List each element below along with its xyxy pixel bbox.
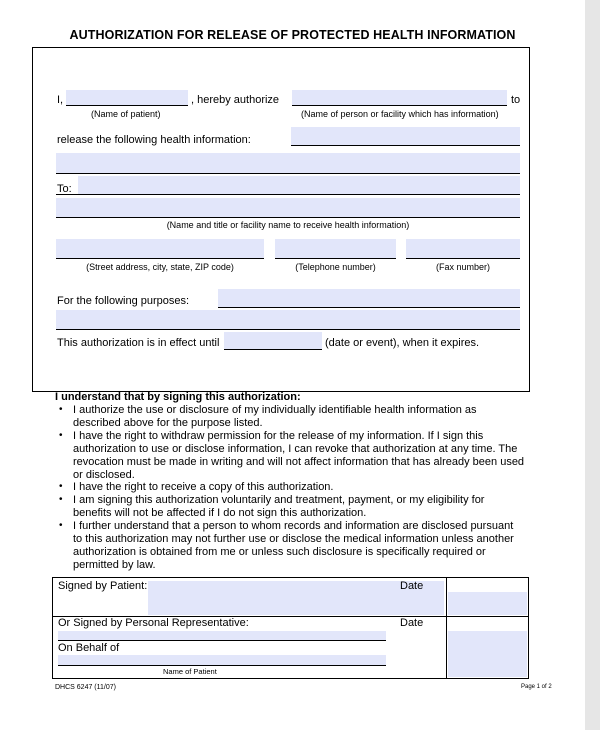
patient-name-field[interactable] (66, 90, 188, 106)
address-field[interactable] (56, 239, 264, 258)
fax-line (406, 258, 520, 259)
to-label: To: (57, 183, 72, 195)
address-line (56, 258, 264, 259)
terms-list (55, 404, 525, 572)
purposes-line-2 (56, 329, 520, 330)
term-item: • I authorize the use or disclosure of my individually identifiable health information as described above for the purpose listed. (59, 404, 477, 429)
facility-name-line (292, 105, 507, 106)
rep-date-field[interactable] (448, 631, 527, 677)
rep-signature-field[interactable] (58, 631, 386, 640)
term-item: • I have the right to withdraw permission for the release of my information. If I sign this authorization to use or disclose information, I can revoke that authorization at any time. The revocation must be made in writing and will not affect information that has already been used or disclosed. (59, 429, 525, 481)
term-item: • I have the right to receive a copy of this authorization. (59, 481, 334, 494)
authorization-box (32, 47, 530, 392)
effective-suffix: (date or event), when it expires. (325, 337, 480, 349)
recipient-line-2 (56, 217, 520, 218)
name-of-patient-sig-caption: Name of Patient (163, 667, 217, 676)
health-info-field-1[interactable] (291, 127, 520, 145)
telephone-caption: (Telephone number) (295, 262, 376, 272)
signed-by-patient-label: Signed by Patient: (58, 580, 148, 592)
patient-date-field[interactable] (448, 592, 527, 615)
page-number: Page 1 of 2 (521, 684, 552, 690)
recipient-field-1[interactable] (78, 176, 520, 194)
hereby-authorize-text: , hereby authorize (191, 94, 280, 106)
purposes-label: For the following purposes: (57, 295, 190, 307)
rep-signature-line (58, 640, 386, 641)
recipient-caption: (Name and title or facility name to receive health information) (166, 220, 410, 230)
on-behalf-line (58, 665, 386, 666)
fax-field[interactable] (406, 239, 520, 258)
signature-box (52, 577, 529, 679)
health-info-line-1 (291, 145, 520, 146)
i-label: I, (57, 94, 64, 106)
fax-caption: (Fax number) (435, 262, 490, 272)
to-text: to (511, 94, 521, 106)
facility-caption: (Name of person or facility which has information) (301, 109, 499, 119)
terms-heading: I understand that by signing this authorization: (55, 391, 301, 403)
viewer-background (585, 0, 600, 730)
health-info-line-2 (56, 173, 520, 174)
form-title: AUTHORIZATION FOR RELEASE OF PROTECTED HEALTH INFORMATION (69, 28, 516, 42)
date-label-1: Date (400, 580, 424, 592)
effective-date-line (224, 349, 322, 350)
on-behalf-label: On Behalf of (58, 642, 120, 654)
effective-date-field[interactable] (224, 332, 322, 349)
purposes-field-2[interactable] (56, 310, 520, 329)
telephone-line (275, 258, 396, 259)
address-caption: (Street address, city, state, ZIP code) (86, 262, 234, 272)
term-item: • I am signing this authorization voluntarily and treatment, payment, or my eligibility for benefits will not be affected if I do not sign this authorization. (59, 494, 485, 520)
release-label: release the following health information: (57, 134, 251, 146)
on-behalf-field[interactable] (58, 655, 386, 665)
purposes-line-1 (218, 307, 520, 308)
telephone-field[interactable] (275, 239, 396, 258)
effective-label: This authorization is in effect until (57, 337, 220, 349)
date-label-2: Date (400, 617, 424, 629)
patient-name-line (66, 105, 188, 106)
personal-rep-label: Or Signed by Personal Representative: (58, 617, 249, 629)
term-item: • I further understand that a person to whom records and information are disclosed pursuant to this authorization may not further use or disclose the medical information unless another authorization is obtained from me or unless such disclosure is specifically required or permitted by law. (59, 520, 514, 571)
recipient-line-1 (56, 194, 520, 195)
name-of-patient-caption: (Name of patient) (91, 109, 161, 119)
facility-name-field[interactable] (292, 90, 507, 106)
purposes-field-1[interactable] (218, 289, 520, 307)
recipient-field-2[interactable] (56, 198, 520, 217)
signature-divider-vertical (446, 578, 447, 678)
form-id: DHCS 6247 (11/07) (55, 684, 116, 691)
health-info-field-2[interactable] (56, 153, 520, 173)
